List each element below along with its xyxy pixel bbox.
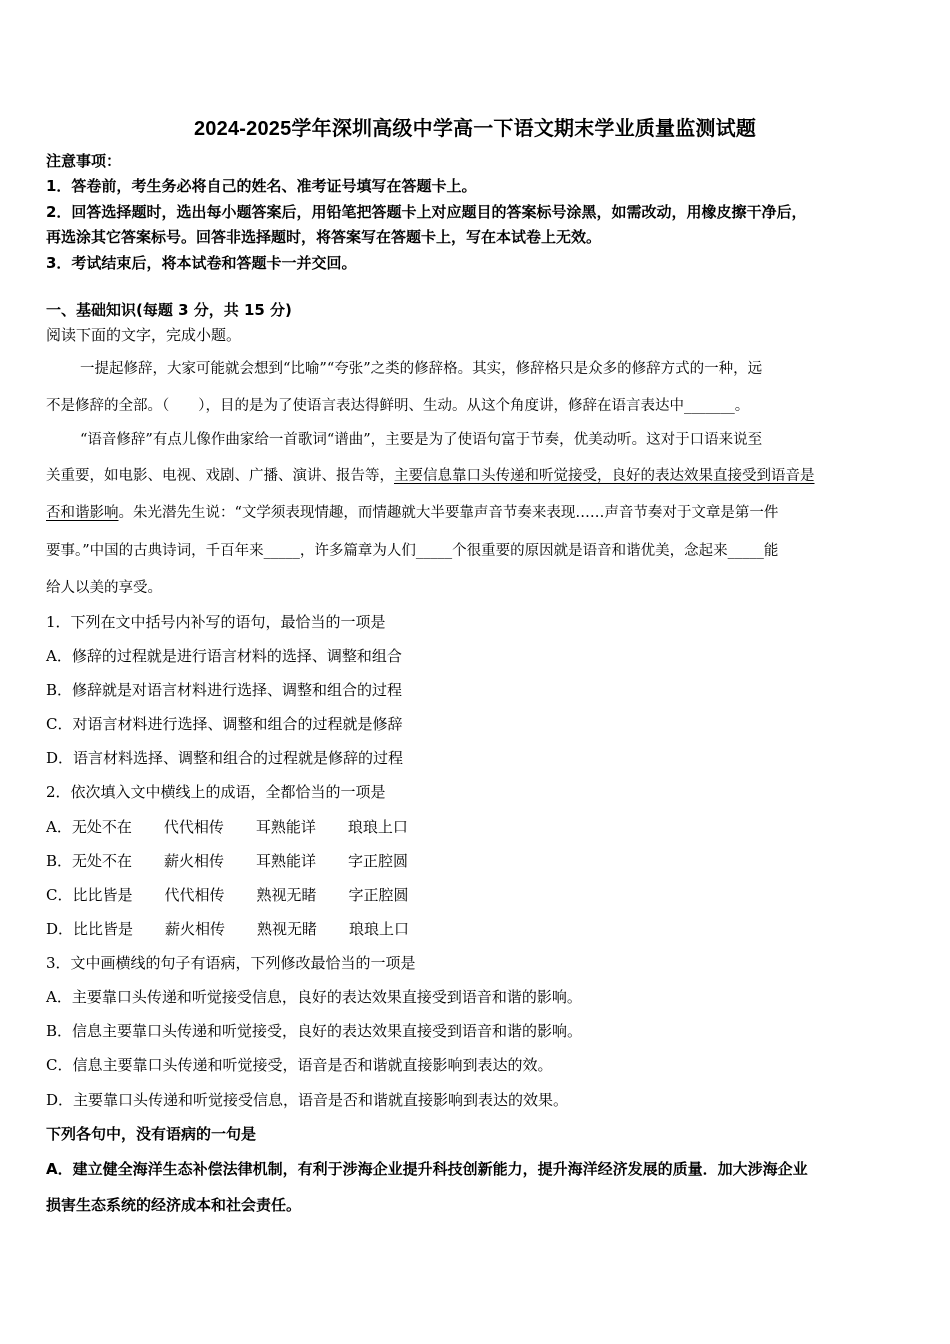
option-word: 琅琅上口 bbox=[347, 818, 408, 836]
underlined-sentence: 否和谐影响 bbox=[46, 505, 119, 521]
question-option: C．对语言材料进行选择、调整和组合的过程就是修辞 bbox=[46, 715, 403, 733]
option-word: 无处不在 bbox=[72, 852, 133, 870]
question-option bbox=[46, 919, 409, 939]
option-word: 耳熟能详 bbox=[255, 818, 316, 836]
option-word: 琅琅上口 bbox=[349, 920, 410, 938]
question-option bbox=[46, 851, 408, 871]
passage-text: 关重要，如电影、电视、戏剧、广播、演讲、报告等， bbox=[46, 468, 394, 484]
option-word: 无处不在 bbox=[71, 818, 132, 836]
question-stem: 2．依次填入文中横线上的成语，全都恰当的一项是 bbox=[46, 783, 386, 801]
option-word: 比比皆是 bbox=[73, 920, 134, 938]
section-heading: 一、基础知识(每题 3 分，共 15 分) bbox=[46, 301, 292, 319]
option-word: 薪火相传 bbox=[165, 920, 226, 938]
question-option: A．主要靠口头传递和听觉接受信息，良好的表达效果直接受到语音和谐的影响。 bbox=[46, 988, 582, 1006]
option-word: 字正腔圆 bbox=[348, 886, 409, 904]
passage-text: 。朱光潜先生说：“文学须表现情趣，而情趣就大半要靠声音节奏来表现……声音节奏对于文章是第一件 bbox=[118, 505, 779, 521]
page-title: 2024-2025学年深圳高级中学高一下语文期末学业质量监测试题 bbox=[193, 118, 757, 140]
passage-line: 一提起修辞，大家可能就会想到“比喻”“夸张”之类的修辞格。其实，修辞格只是众多的修辞方式的一种，远 bbox=[80, 361, 763, 377]
question-option: C．信息主要靠口头传递和听觉接受，语音是否和谐就直接影响到表达的效。 bbox=[46, 1056, 553, 1074]
option-label: D． bbox=[46, 920, 74, 938]
option-word: 耳熟能详 bbox=[256, 852, 317, 870]
question-option: A．修辞的过程就是进行语言材料的选择、调整和组合 bbox=[46, 647, 402, 665]
question-option: 损害生态系统的经济成本和社会责任。 bbox=[46, 1196, 302, 1214]
question-option: B．修辞就是对语言材料进行选择、调整和组合的过程 bbox=[46, 681, 403, 699]
question-option: D．主要靠口头传递和听觉接受信息，语音是否和谐就直接影响到表达的效果。 bbox=[46, 1091, 569, 1109]
question-stem: 1．下列在文中括号内补写的语句，最恰当的一项是 bbox=[46, 613, 386, 631]
option-label: A． bbox=[46, 818, 72, 836]
option-word: 薪火相传 bbox=[164, 852, 225, 870]
question-option bbox=[46, 885, 409, 905]
passage-line: 不是修辞的全部。（ ），目的是为了使语言表达得鲜明、生动。从这个角度讲，修辞在语言表达中_______。 bbox=[46, 398, 750, 414]
question-option bbox=[46, 817, 408, 837]
question-option: A．建立健全海洋生态补偿法律机制，有利于涉海企业提升科技创新能力，提升海洋经济发展的质量．加大涉海企业 bbox=[46, 1160, 808, 1178]
option-word: 比比皆是 bbox=[72, 886, 133, 904]
notice-item: 2．回答选择题时，选出每小题答案后，用铅笔把答题卡上对应题目的答案标号涂黑，如需改动，用橡皮擦干净后， bbox=[46, 203, 807, 221]
passage-line: 给人以美的享受。 bbox=[46, 580, 162, 596]
notice-item: 再选涂其它答案标号。回答非选择题时，将答案写在答题卡上，写在本试卷上无效。 bbox=[46, 228, 602, 246]
notice-heading: 注意事项： bbox=[46, 152, 122, 170]
passage-line: “语音修辞”有点儿像作曲家给一首歌词“谱曲”，主要是为了使语句富于节奏，优美动听。这对于口语来说至 bbox=[80, 432, 763, 448]
option-word: 代代相传 bbox=[163, 818, 224, 836]
option-label: B． bbox=[46, 852, 73, 870]
option-word: 熟视无睹 bbox=[256, 886, 317, 904]
question-option: B．信息主要靠口头传递和听觉接受，良好的表达效果直接受到语音和谐的影响。 bbox=[46, 1022, 583, 1040]
notice-item: 1．答卷前，考生务必将自己的姓名、准考证号填写在答题卡上。 bbox=[46, 177, 477, 195]
option-word: 字正腔圆 bbox=[348, 852, 409, 870]
passage-line bbox=[46, 503, 778, 523]
notice-item: 3．考试结束后，将本试卷和答题卡一并交回。 bbox=[46, 254, 357, 272]
option-word: 代代相传 bbox=[164, 886, 225, 904]
question-stem: 3．文中画横线的句子有语病，下列修改最恰当的一项是 bbox=[46, 954, 416, 972]
underlined-sentence: 主要信息靠口头传递和听觉接受，良好的表达效果直接受到语音是 bbox=[394, 468, 815, 484]
question-stem: 下列各句中，没有语病的一句是 bbox=[46, 1125, 257, 1143]
passage-line bbox=[46, 466, 815, 486]
passage-line: 要事。”中国的古典诗词，千百年来_____，许多篇章为人们_____个很重要的原因就是语音和谐优美，念起来_____能 bbox=[46, 543, 779, 559]
option-label: C． bbox=[46, 886, 73, 904]
option-word: 熟视无睹 bbox=[257, 920, 318, 938]
section-instruction: 阅读下面的文字，完成小题。 bbox=[46, 326, 242, 344]
question-option: D．语言材料选择、调整和组合的过程就是修辞的过程 bbox=[46, 749, 404, 767]
